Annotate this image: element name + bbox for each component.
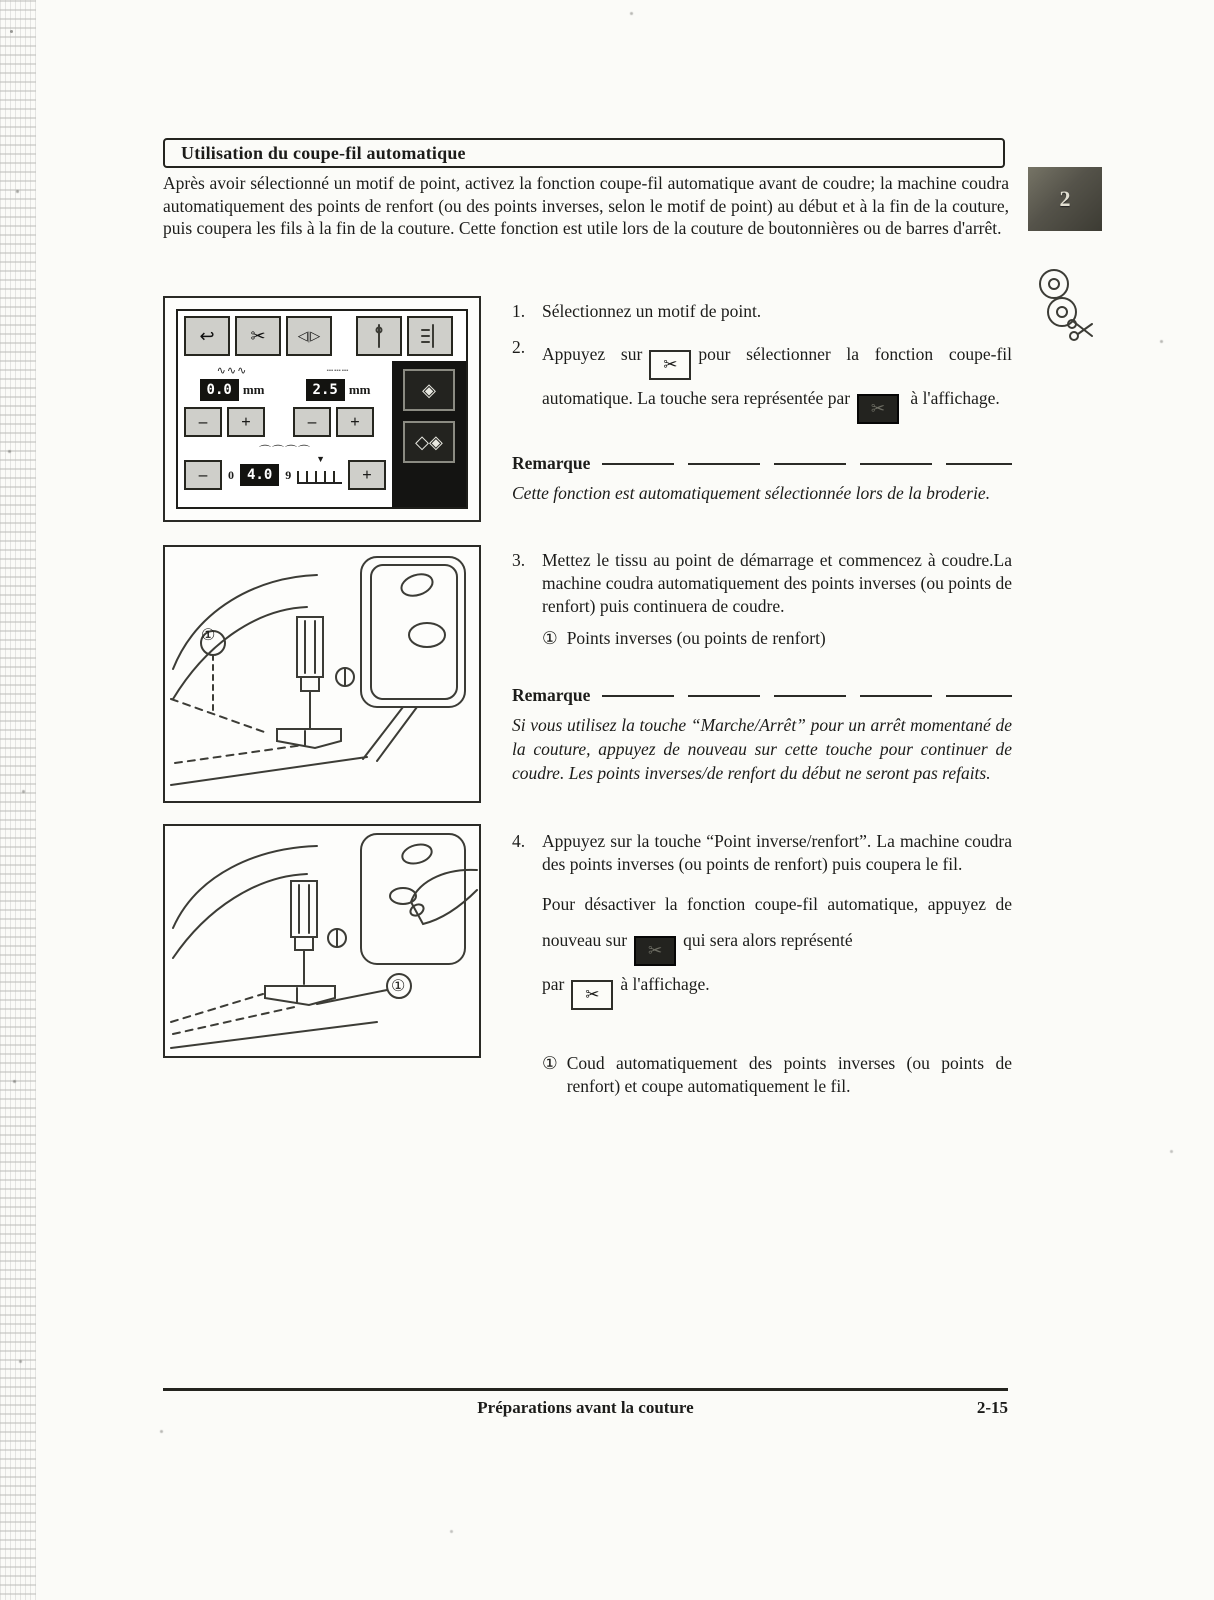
reverse-icon: ↩ xyxy=(199,325,215,346)
slider-pointer-icon: ▼ xyxy=(316,454,325,464)
bobbin-thread-icon xyxy=(1026,264,1106,350)
section-title-box xyxy=(163,138,1005,168)
length-plus-button xyxy=(336,407,374,437)
remark-1 xyxy=(512,452,1012,505)
pattern-start-icon: ◈ xyxy=(422,379,436,400)
step-text-segment: pour sélectionner la fonction coupe-fil automatique. La touche sera représentée par xyxy=(542,344,1013,408)
callout-number: ① xyxy=(542,628,558,648)
spacer xyxy=(270,407,288,437)
value-displays-row xyxy=(184,365,386,401)
step-text-segment: qui sera alors représenté xyxy=(683,930,853,950)
step-paragraph xyxy=(542,886,1012,1010)
remark-label: Remarque xyxy=(512,685,591,705)
tension-minus-button xyxy=(184,460,222,490)
minus-label: – xyxy=(307,412,317,431)
step-text xyxy=(542,336,1012,424)
pattern-start-button xyxy=(403,369,455,411)
section-title: Utilisation du coupe-fil automatique xyxy=(181,142,466,163)
sewing-machine-hand-drawing xyxy=(165,826,479,1056)
sewing-start-figure xyxy=(163,545,481,803)
callout-text: Points inverses (ou points de renfort) xyxy=(566,628,826,648)
figure-callout-number: ① xyxy=(391,978,406,995)
panel-dark-column xyxy=(392,361,466,507)
callout-text: Coud automatiquement des points inverses (ou points de renfort) et coupe automatiquement le fil. xyxy=(566,1053,1012,1096)
scissors-icon: ✂ xyxy=(585,985,600,1004)
step-callout xyxy=(542,1052,1012,1098)
step-3 xyxy=(512,549,1012,650)
stitch-width-unit: mm xyxy=(242,382,265,397)
plus-label: + xyxy=(241,412,251,431)
mirror-icon: ◁|▷ xyxy=(297,328,321,343)
remark-rule xyxy=(602,463,1012,465)
chapter-tab xyxy=(1028,167,1102,231)
scissors-icon: ✂ xyxy=(647,941,663,960)
stitch-length-display: 2.5 xyxy=(306,379,345,401)
pattern-end-icon: ◇◈ xyxy=(415,431,443,452)
dashed-line-icon: ┄┄┄ xyxy=(326,365,350,377)
slider-ruler-wrap xyxy=(297,454,342,484)
width-plus-button xyxy=(227,407,265,437)
remark-header xyxy=(512,684,1012,707)
needle-threader-button xyxy=(407,316,453,356)
thread-cut-button-icon xyxy=(649,350,691,380)
remark-rule xyxy=(602,695,1012,697)
intro-paragraph: Après avoir sélectionné un motif de point, activez la fonction coupe-fil automatique avant de coudre; la machine coudra automatiquement des points de renfort (ou des points inverses, selon le motif de point) au début et à la fin de la couture, puis coupera les fils à la fin de la couture. Cette fonction est utile lors de la couture de boutonnières ou de barres d'arrêt. xyxy=(163,173,1009,238)
tension-slider-row xyxy=(184,454,386,490)
scan-noise-strip xyxy=(0,0,36,1600)
thread-cut-button-icon xyxy=(571,980,613,1010)
remark-header xyxy=(512,452,1012,475)
scan-specks xyxy=(10,30,13,33)
scissors-icon: ✂ xyxy=(663,355,678,374)
control-panel xyxy=(176,309,468,509)
auto-thread-cut-button xyxy=(235,316,281,356)
plus-label: + xyxy=(350,412,360,431)
tension-plus-button xyxy=(348,460,386,490)
step-number: 1. xyxy=(512,301,526,321)
step-text: Sélectionnez un motif de point. xyxy=(542,301,762,321)
step-text xyxy=(542,549,1012,650)
step-number: 4. xyxy=(512,831,526,851)
stitch-width-display: 0.0 xyxy=(200,379,239,401)
slider-ruler xyxy=(297,471,342,484)
reverse-stitch-button xyxy=(184,316,230,356)
step-text-segment: Pour désactiver la fonction coupe-fil automatique, appuyez de nouveau sur xyxy=(542,894,1012,950)
pattern-end-button xyxy=(403,421,455,463)
chapter-number: 2 xyxy=(1059,186,1071,211)
needle-threader-icon xyxy=(420,323,440,349)
remark-text: Cette fonction est automatiquement sélectionnée lors de la broderie. xyxy=(512,483,991,503)
step-text xyxy=(542,830,1012,1098)
plus-minus-row xyxy=(184,407,386,437)
plus-label: + xyxy=(362,465,372,484)
step-number: 3. xyxy=(512,550,526,570)
sewing-machine-drawing xyxy=(165,547,479,801)
length-minus-button xyxy=(293,407,331,437)
remark-text: Si vous utilisez la touche “Marche/Arrêt” pour un arrêt momentané de la couture, appuyez de nouveau sur cette touche pour continuer de coudre. Les points inverses/de renfort du début ne seront pas refaits. xyxy=(512,715,1012,783)
stitch-length-group xyxy=(290,365,386,401)
slider-max-label: 9 xyxy=(285,467,292,482)
control-panel-figure xyxy=(163,296,481,522)
step-4 xyxy=(512,830,1012,1098)
stitch-length-unit: mm xyxy=(348,382,371,397)
mirror-image-button xyxy=(286,316,332,356)
step-text-segment: à l'affichage. xyxy=(620,974,710,994)
callout-number: ① xyxy=(542,1053,558,1073)
step-1 xyxy=(512,300,1012,323)
footer-section-title: Préparations avant la couture xyxy=(477,1398,694,1417)
thread-cut-active-button-icon xyxy=(857,394,899,424)
thread-cut-active-button-icon xyxy=(634,936,676,966)
remark-label: Remarque xyxy=(512,453,591,473)
slider-min-label: 0 xyxy=(228,467,234,482)
width-minus-button xyxy=(184,407,222,437)
step-callout xyxy=(542,627,1012,650)
zigzag-icon: ∿∿∿ xyxy=(216,365,248,377)
tension-value-display: 4.0 xyxy=(240,464,279,486)
figure-callout-number: ① xyxy=(201,627,216,644)
stitch-width-group xyxy=(184,365,280,401)
panel-settings xyxy=(178,361,392,507)
chain-stitch-icon: ⌒⌒⌒⌒ xyxy=(258,444,311,458)
remark-2 xyxy=(512,684,1012,785)
scissors-icon: ✂ xyxy=(250,325,266,346)
minus-label: – xyxy=(198,465,208,484)
footer-page-number: 2-15 xyxy=(976,1398,1008,1417)
panel-body xyxy=(178,361,466,507)
scissors-icon: ✂ xyxy=(870,399,886,418)
minus-label: – xyxy=(198,412,208,431)
footer-rule xyxy=(163,1388,1008,1391)
step-2 xyxy=(512,336,1012,424)
panel-top-row xyxy=(178,311,466,361)
reverse-button-figure xyxy=(163,824,481,1058)
step-text-segment: Appuyez sur xyxy=(542,344,643,364)
step-text-segment: Appuyez sur la touche “Point inverse/renfort”. La machine coudra des points inverses (ou points de renfort) puis coupera le fil. xyxy=(542,831,1012,874)
needle-position-button xyxy=(356,316,402,356)
step-text-segment: par xyxy=(542,974,565,994)
step-number: 2. xyxy=(512,337,526,357)
needle-icon xyxy=(372,323,386,349)
step-text-segment: à l'affichage. xyxy=(910,388,1000,408)
step-text-segment: Mettez le tissu au point de démarrage et commencez à coudre.La machine coudra automatiquement des points inverses (ou points de renfort) puis continuera de coudre. xyxy=(542,550,1012,616)
